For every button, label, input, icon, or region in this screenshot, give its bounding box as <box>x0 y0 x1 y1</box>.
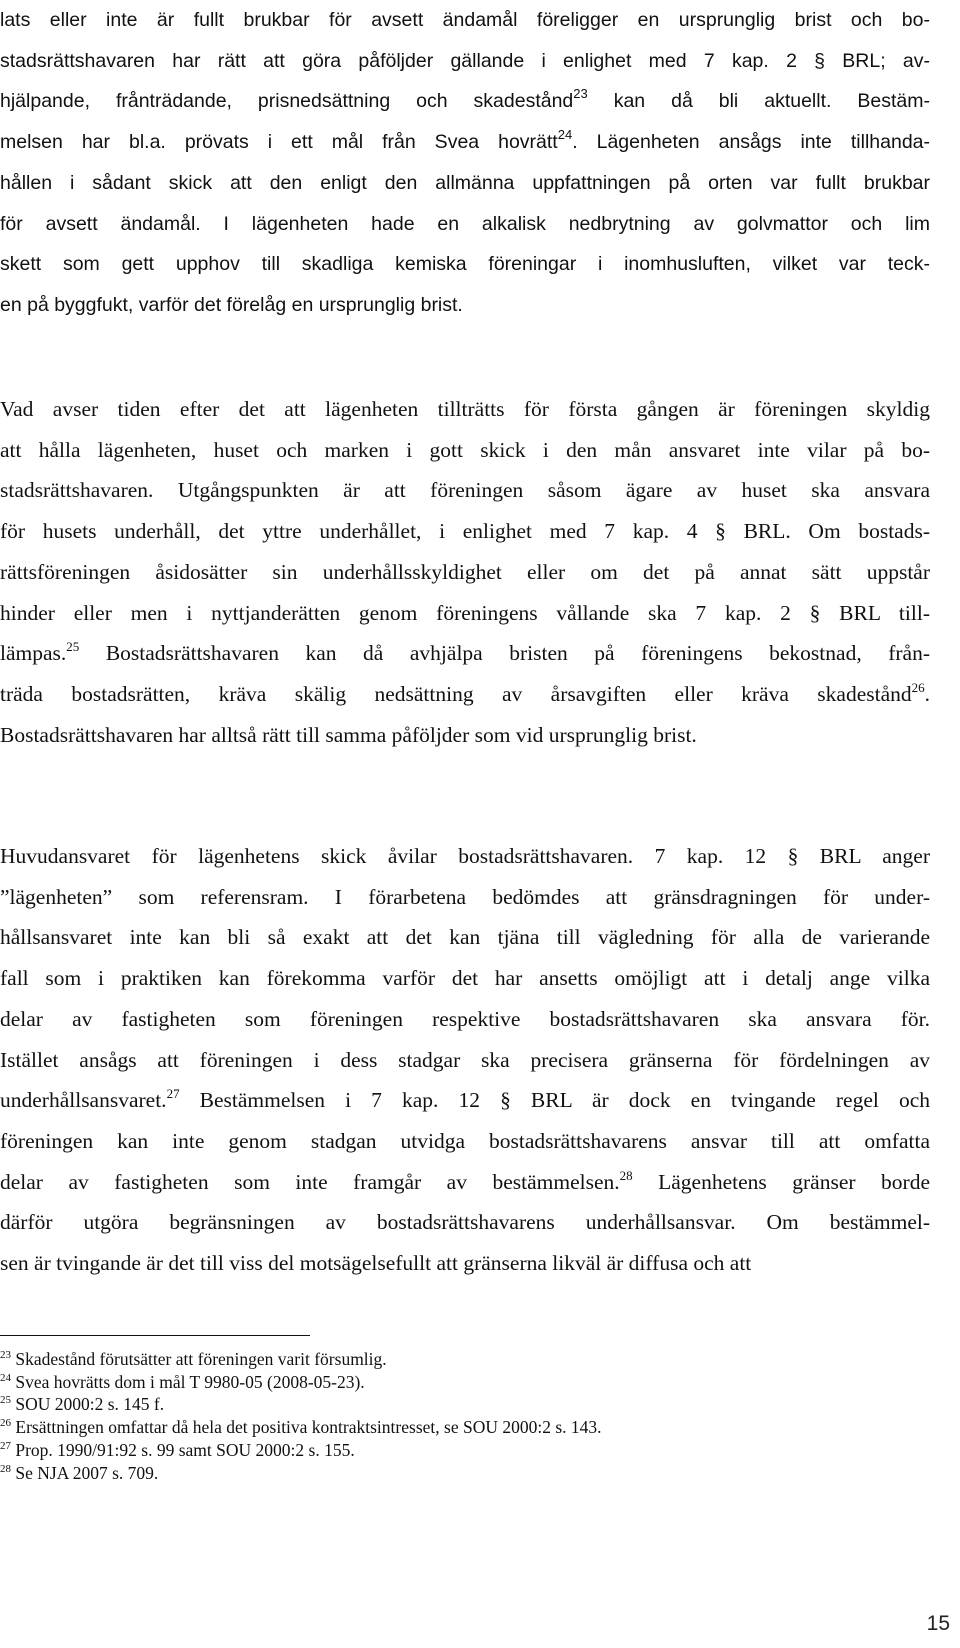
footnote-number: 28 <box>0 1462 11 1475</box>
text-line: melsen har bl.a. prövats i ett mål från Svea hovrätt$^{24}$. Lägenheten ansågs inte tillhanda- <box>0 127 930 154</box>
footnote-23 <box>0 1348 930 1371</box>
text-line: delar av fastigheten som föreningen respektive bostadsrättshavaren ska ansvara för. <box>0 1006 930 1031</box>
text-line: stadsrättshavaren. Utgångspunkten är att föreningen såsom ägare av huset ska ansvara <box>0 478 930 503</box>
footnote-number: 26 <box>0 1417 11 1430</box>
footnote-text: Svea hovrätts dom i mål T 9980-05 (2008-05-23). <box>11 1371 365 1392</box>
text-line: lats eller inte är fullt brukbar för avsett ändamål föreligger en ursprunglig brist och bo- <box>0 9 930 31</box>
text-line: lämpas.$^{25}$ Bostadsrättshavaren kan då avhjälpa bristen på föreningens bekostnad, från- <box>0 639 930 666</box>
footnote-reference: 23 <box>573 86 588 102</box>
footnote-24 <box>0 1371 930 1394</box>
footnote-28 <box>0 1462 930 1485</box>
text-line: underhållsansvaret.$^{27}$ Bestämmelsen i 7 kap. 12 § BRL är dock en tvingande regel och <box>0 1086 930 1113</box>
footnote-reference: 25 <box>66 639 80 655</box>
text-line: fall som i praktiken kan förekomma varför det har ansetts omöjligt att i detalj ange vilka <box>0 966 930 991</box>
text-line: föreningen kan inte genom stadgan utvidga bostadsrättshavarens ansvar till att omfatta <box>0 1128 930 1153</box>
text-line: sen är tvingande är det till viss del motsägelsefullt att gränserna likväl är diffusa och att <box>0 1251 752 1276</box>
text-line: stadsrättshavaren har rätt att göra påföljder gällande i enlighet med 7 kap. 2 § BRL; av- <box>0 49 930 72</box>
footnote-reference: 28 <box>619 1167 633 1183</box>
footnote-26 <box>0 1416 930 1439</box>
paragraph-1 <box>0 0 930 326</box>
text-line: ”lägenheten” som referensram. I förarbetena bedömdes att gränsdragningen för under- <box>0 884 930 909</box>
footnote-text: Se NJA 2007 s. 709. <box>11 1462 159 1483</box>
text-line: för avsett ändamål. I lägenheten hade en alkalisk nedbrytning av golvmattor och lim <box>0 212 930 235</box>
text-line: hinder eller men i nyttjanderätten genom föreningens vållande ska 7 kap. 2 § BRL till- <box>0 600 930 625</box>
footnote-number: 24 <box>0 1371 11 1384</box>
footnote-text: SOU 2000:2 s. 145 f. <box>11 1394 165 1415</box>
footnote-separator <box>0 1335 310 1336</box>
text-line: därför utgöra begränsningen av bostadsrättshavarens underhållsansvar. Om bestämmel- <box>0 1210 930 1235</box>
text-line: Bostadsrättshavaren har alltså rätt till samma påföljder som vid ursprunglig brist. <box>0 722 697 747</box>
footnotes <box>0 1348 930 1484</box>
footnote-number: 25 <box>0 1394 11 1407</box>
text-line: hållen i sådant skick att den enligt den allmänna uppfattningen på orten var fullt brukbar <box>0 171 930 194</box>
footnote-number: 27 <box>0 1439 11 1452</box>
text-line: Istället ansågs att föreningen i dess stadgar ska precisera gränserna för fördelningen av <box>0 1047 930 1072</box>
page-number: 15 <box>926 1612 950 1635</box>
footnote-25 <box>0 1393 930 1416</box>
footnote-27 <box>0 1439 930 1462</box>
footnote-reference: 24 <box>557 127 573 143</box>
text-line: delar av fastigheten som inte framgår av bestämmelsen.$^{28}$ Lägenhetens gränser borde <box>0 1167 930 1194</box>
text-line: en på byggfukt, varför det förelåg en ursprunglig brist. <box>0 293 463 316</box>
paragraph-3 <box>0 836 930 1284</box>
paragraph-2 <box>0 389 930 755</box>
text-line: Huvudansvaret för lägenhetens skick åvilar bostadsrättshavaren. 7 kap. 12 § BRL anger <box>0 844 930 868</box>
text-line: Vad avser tiden efter det att lägenheten tillträtts för första gången är föreningen skyldig <box>0 397 930 421</box>
text-line: hållsansvaret inte kan bli så exakt att det kan tjäna till vägledning för alla de varierande <box>0 925 930 950</box>
text-line: för husets underhåll, det yttre underhållet, i enlighet med 7 kap. 4 § BRL. Om bostads- <box>0 519 930 544</box>
text-line: rättsföreningen åsidosätter sin underhållsskyldighet eller om det på annat sätt uppstår <box>0 559 930 584</box>
text-line: träda bostadsrätten, kräva skälig nedsättning av årsavgiften eller kräva skadestånd$^{26}$. <box>0 679 930 706</box>
footnote-number: 23 <box>0 1349 11 1361</box>
text-line: hjälpande, frånträdande, prisnedsättning och skadestånd$^{23}$ kan då bli aktuellt. Bestäm- <box>0 86 930 113</box>
footnote-reference: 27 <box>166 1086 180 1102</box>
text-line: skett som gett upphov till skadliga kemiska föreningar i inomhusluften, vilket var teck- <box>0 253 930 276</box>
footnote-reference: 26 <box>911 679 925 695</box>
footnote-text: Ersättningen omfattar då hela det positiva kontraktsintresset, se SOU 2000:2 s. 143. <box>11 1417 602 1438</box>
text-line: att hålla lägenheten, huset och marken i gott skick i den mån ansvaret inte vilar på bo- <box>0 437 930 462</box>
footnote-text: Prop. 1990/91:92 s. 99 samt SOU 2000:2 s. 155. <box>11 1439 355 1460</box>
footnote-text: Skadestånd förutsätter att föreningen varit försumlig. <box>11 1349 387 1369</box>
